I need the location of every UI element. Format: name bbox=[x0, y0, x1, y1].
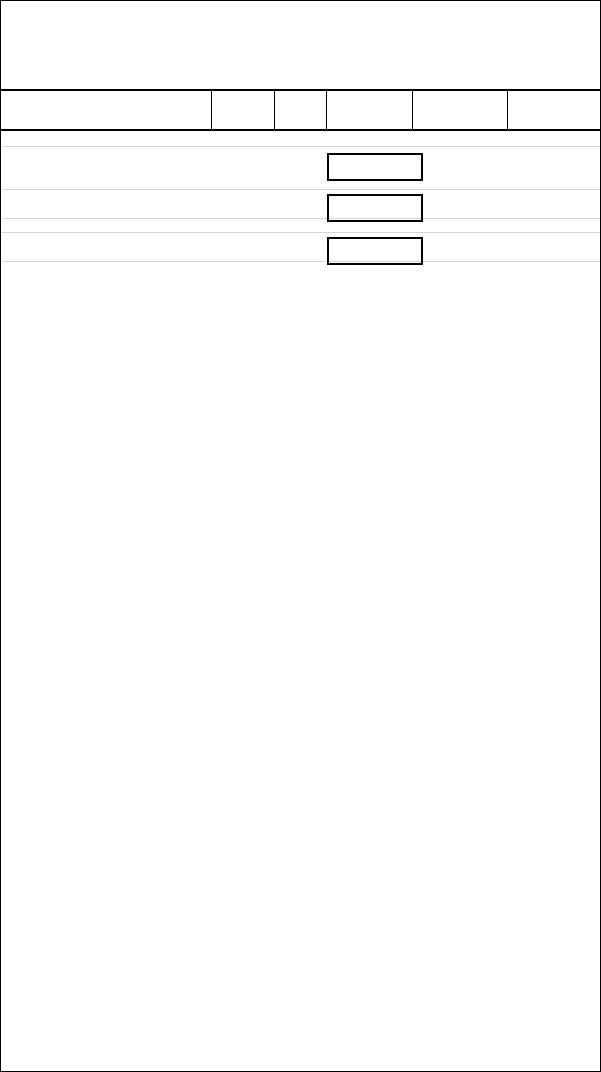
budget-table bbox=[1, 91, 600, 131]
table-header bbox=[1, 91, 600, 130]
summary-vat bbox=[1, 194, 600, 222]
header-unit-price bbox=[326, 91, 412, 130]
total-inc-vat-value bbox=[327, 237, 423, 265]
header-vat bbox=[211, 91, 274, 130]
title-area bbox=[1, 1, 600, 91]
vat-value bbox=[327, 194, 423, 222]
header-total-vat bbox=[507, 91, 600, 130]
summary-total-ex-vat bbox=[1, 153, 600, 181]
header-name bbox=[1, 91, 211, 130]
header-total bbox=[412, 91, 507, 130]
summary-total-inc-vat bbox=[1, 237, 600, 265]
total-ex-vat-value bbox=[327, 153, 423, 181]
header-qty bbox=[274, 91, 326, 130]
